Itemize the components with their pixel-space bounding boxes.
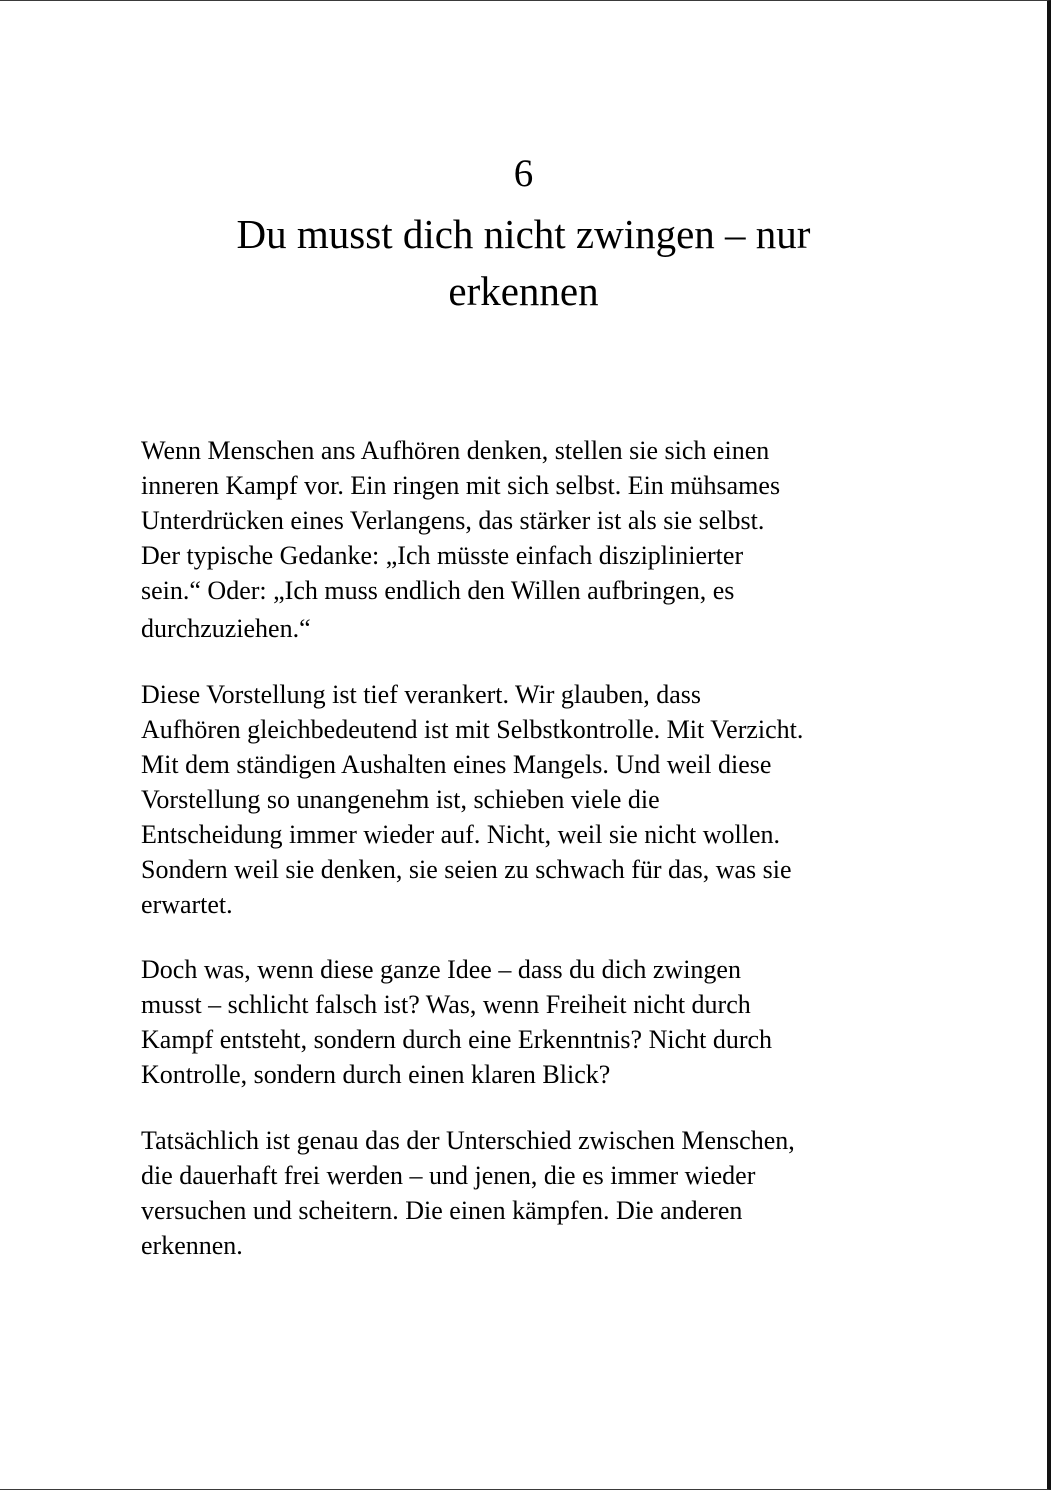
paragraph xyxy=(141,952,941,1092)
chapter-title-line: Du musst dich nicht zwingen – nur xyxy=(236,211,811,257)
paragraph-line: die dauerhaft frei werden – und jenen, die es immer wieder xyxy=(141,1161,756,1190)
paragraph-line: Sondern weil sie denken, sie seien zu schwach für das, was sie xyxy=(141,855,792,884)
paragraph-line: sein.“ Oder: „Ich muss endlich den Willen aufbringen, es xyxy=(141,576,735,605)
paragraph-line: Wenn Menschen ans Aufhören denken, stellen sie sich einen xyxy=(141,436,770,465)
paragraph xyxy=(141,1123,941,1263)
paragraph xyxy=(141,677,941,922)
paragraph-line: Doch was, wenn diese ganze Idee – dass du dich zwingen xyxy=(141,955,741,984)
paragraph xyxy=(141,433,941,646)
paragraph-line: Unterdrücken eines Verlangens, das stärker ist als sie selbst. xyxy=(141,506,765,535)
paragraph-line: durchzuziehen.“ xyxy=(141,614,311,643)
paragraph-line: Tatsächlich ist genau das der Unterschied zwischen Menschen, xyxy=(141,1126,795,1155)
paragraph-line: erwartet. xyxy=(141,890,233,919)
paragraph-line: musst – schlicht falsch ist? Was, wenn Freiheit nicht durch xyxy=(141,990,751,1019)
paragraph-line: Diese Vorstellung ist tief verankert. Wir glauben, dass xyxy=(141,680,702,709)
paragraph-line: erkennen. xyxy=(141,1231,243,1260)
paragraph-line: Der typische Gedanke: „Ich müsste einfach disziplinierter xyxy=(141,541,744,570)
page-content xyxy=(0,1,1047,1489)
paragraph-line: Entscheidung immer wieder auf. Nicht, weil sie nicht wollen. xyxy=(141,820,780,849)
paragraph-line: Aufhören gleichbedeutend ist mit Selbstkontrolle. Mit Verzicht. xyxy=(141,715,804,744)
chapter-number: 6 xyxy=(513,152,534,195)
paragraph-line: Vorstellung so unangenehm ist, schieben viele die xyxy=(141,785,660,814)
paragraph-line: Kampf entsteht, sondern durch eine Erkenntnis? Nicht durch xyxy=(141,1025,773,1054)
paragraph-line: Kontrolle, sondern durch einen klaren Blick? xyxy=(141,1060,611,1089)
paragraph-line: inneren Kampf vor. Ein ringen mit sich selbst. Ein mühsames xyxy=(141,471,781,500)
chapter-title-line: erkennen xyxy=(448,268,599,314)
chapter-title xyxy=(0,206,1047,320)
paragraph-line: versuchen und scheitern. Die einen kämpfen. Die anderen xyxy=(141,1196,743,1225)
paragraph-line: Mit dem ständigen Aushalten eines Mangels. Und weil diese xyxy=(141,750,772,779)
